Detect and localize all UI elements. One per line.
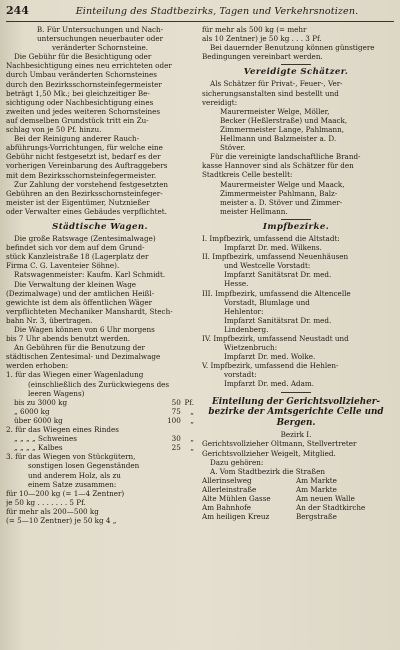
street-name: An der Stadtkirche xyxy=(296,503,366,513)
text-line: Bei dauernder Benutzung können günstigere xyxy=(210,43,375,53)
price-amount: 100 xyxy=(167,415,181,425)
fee-item-3 xyxy=(6,452,194,525)
text-line: Zur Zahlung der vorstehend festgesetzten xyxy=(14,179,169,189)
price-amount: 75 xyxy=(171,406,181,416)
impf-item: Hehlentor: xyxy=(224,306,264,316)
text-line: auf demselben Grundstück tritt ein Zu- xyxy=(6,115,149,125)
text-line: befindet sich vor dem auf dem Grund- xyxy=(6,243,145,253)
name-line: meister a. D. Stöver und Zimmer- xyxy=(220,197,343,207)
text-line: sichtigung oder Nachbesichtigung eines xyxy=(6,97,154,107)
street-name: Allerleinstraße xyxy=(202,484,257,494)
impf-item: und Westcelle Vorstadt: xyxy=(224,261,311,271)
street-name: Am heiligen Kreuz xyxy=(202,512,270,522)
price-label: „ „ „ „ Kalbes xyxy=(14,443,63,453)
name-line: Maurermeister Welge und Maack, xyxy=(220,179,345,189)
fee-paragraph-2 xyxy=(6,134,194,179)
schaetzer-text xyxy=(202,79,390,215)
street-table xyxy=(202,476,390,521)
text-line: Die Gebühr für die Besichtigung oder xyxy=(14,52,152,62)
text-line: 1. für das Wiegen einer Wagenladung xyxy=(6,370,144,380)
price-row xyxy=(6,416,194,425)
impf-item: vorstadt: xyxy=(224,370,257,380)
section-title-gerichtsvollzieher xyxy=(202,397,390,429)
street-name: Am Bahnhofe xyxy=(202,503,251,513)
text-line: Ratswagenmeister: Kaufm. Karl Schmidt. xyxy=(14,270,166,280)
price-amount: 25 xyxy=(171,443,181,453)
text-line: beträgt 1,50 Mk.; bei gleichzeitiger Be- xyxy=(6,88,150,98)
price-unit: Pf. xyxy=(184,397,194,407)
waagen-text xyxy=(6,234,194,370)
impf-doctor: Impfarzt Dr. med. Wilkens. xyxy=(224,243,322,253)
name-line: meister Hellmann. xyxy=(220,206,288,216)
street-name: Am neuen Walle xyxy=(296,494,355,503)
text-line: Gebühr nicht festgesetzt ist, bedarf es der xyxy=(6,152,161,162)
text-line: sicherungsanstalten sind bestellt und xyxy=(202,88,339,98)
street-name: Am Markte xyxy=(296,484,337,494)
running-title: Einteilung des Stadtbezirks, Tagen und Verkehrsnotizen. xyxy=(75,6,359,17)
text-line: (Dezimalwage) und der amtlichen Heißl- xyxy=(6,288,155,298)
impf-item: Vorstadt, Blumlage und xyxy=(224,297,310,307)
page-number: 244 xyxy=(6,4,29,17)
text-line: vereidigt: xyxy=(202,97,238,107)
bezirk-text xyxy=(202,439,390,475)
text-line: Gerichtsvollzieher Weigelt, Mitglied. xyxy=(202,448,336,458)
text-line: durch Umbau veränderten Schornsteines xyxy=(6,70,157,80)
impf-doctor: Hesse. xyxy=(224,279,249,289)
name-line: Becker (Heßlerstraße) und Maack, xyxy=(220,115,348,125)
text-line: A. Vom Stadtbezirk die Straßen xyxy=(210,466,325,476)
section-divider xyxy=(281,64,311,65)
price-table xyxy=(6,398,194,453)
text-line: Dazu gehören: xyxy=(210,457,264,467)
text-line: Die große Ratswage (Zentesimalwage) xyxy=(14,234,156,244)
text-line: (= 5—10 Zentner) je 50 kg 4 „ xyxy=(6,515,117,525)
page-header xyxy=(6,4,394,22)
text-line: für mehr als 500 kg (= mehr xyxy=(202,25,307,34)
text-line: vorherigen Vereinbarung des Auftraggebers xyxy=(6,161,168,171)
text-line: Bedingungen vereinbart werden. xyxy=(202,52,323,62)
price-label: bis zu 3000 kg xyxy=(14,397,68,407)
title-line: Bergen. xyxy=(276,417,316,428)
text-line: Gebühren an den Bezirksschornsteinfeger- xyxy=(6,188,163,198)
name-line: Maurermeister Welge, Möller, xyxy=(220,106,330,116)
price-amount: 50 xyxy=(171,397,181,407)
price-row xyxy=(6,443,194,452)
impf-doctor: Impfarzt Sanitätsrat Dr. med. xyxy=(224,270,332,280)
text-line: bis 7 Uhr abends benutzt werden. xyxy=(6,334,131,344)
text-line: schlag von je 50 Pf. hinzu. xyxy=(6,125,102,135)
fee-item-1 xyxy=(6,370,194,397)
price-unit: „ xyxy=(190,406,194,416)
title-line: Einteilung der Gerichtsvollzieher- xyxy=(212,396,380,407)
impf-doctor: Impfarzt Dr. med. Adam. xyxy=(224,379,314,389)
intro-line: untersuchungen neuerbauter oder xyxy=(36,34,164,44)
text-line: leeren Wagens) xyxy=(28,388,85,398)
text-line: kasse Hannover sind als Schätzer für den xyxy=(202,161,354,171)
price-amount: 30 xyxy=(171,434,181,444)
street-row xyxy=(202,512,390,521)
impf-doctor: Lindenberg. xyxy=(224,324,269,334)
impf-item: III. Impfbezirk, umfassend die Altencelle xyxy=(202,288,351,298)
section-divider xyxy=(281,219,311,220)
price-row xyxy=(6,425,194,434)
text-line: (einschließlich des Zurückwiegens des xyxy=(28,379,170,389)
price-row xyxy=(6,434,194,443)
text-line: An Gebühren für die Benutzung der xyxy=(14,343,145,353)
text-line: verpflichteten Mechaniker Manshardt, Stech- xyxy=(6,306,173,316)
fee-paragraph-1 xyxy=(6,52,194,134)
text-line: oder Verwalter eines Gebäudes verpflichtet. xyxy=(6,206,167,216)
text-line: sonstigen losen Gegenständen xyxy=(28,461,140,471)
impf-item: IV. Impfbezirk, umfassend Neustadt und xyxy=(202,334,349,343)
intro-line: B. Für Untersuchungen und Nach- xyxy=(36,25,164,34)
text-line: abführungs-Vorrichtungen, für welche eine xyxy=(6,143,163,153)
price-row xyxy=(6,398,194,407)
text-line: gewichte ist dem als öffentlichen Wäger xyxy=(6,297,153,307)
text-line: Die Verwaltung der kleinen Wage xyxy=(14,279,137,289)
left-column xyxy=(6,25,194,649)
intro-line: veränderter Schornsteine. xyxy=(51,43,149,53)
text-line: je 50 kg . . . . . . . 5 Pf. xyxy=(6,497,86,507)
street-name: Bergstraße xyxy=(296,512,337,522)
text-line: zweiten und jedes weiteren Schornsteines xyxy=(6,106,161,116)
text-line: als 10 Zentner) je 50 kg . . . 3 Pf. xyxy=(202,34,322,44)
text-line: Nachbesichtigung eines neu errichteten oder xyxy=(6,61,172,71)
street-name: Alte Mühlen Gasse xyxy=(202,494,271,503)
price-label: „ „ „ „ Schweines xyxy=(14,434,77,444)
name-line: Stöver. xyxy=(220,143,246,153)
section-divider xyxy=(85,219,115,220)
street-name: Am Markte xyxy=(296,475,337,485)
text-line: und anderem Holz, als zu xyxy=(28,470,121,480)
impf-item: Wietzenbruch: xyxy=(224,343,278,353)
impf-item: II. Impfbezirk, umfassend Neuenhäusen xyxy=(202,252,349,262)
impf-item: V. Impfbezirk, umfassend die Hehlen- xyxy=(202,361,339,371)
text-line: Für die vereinigte landschaftliche Brand- xyxy=(210,152,361,162)
text-line: für mehr als 200—500 kg xyxy=(6,506,99,516)
text-line: Firma C. G. Laventeier Söhne). xyxy=(6,261,120,271)
street-row xyxy=(202,494,390,503)
text-line: Stadtkreis Celle bestellt: xyxy=(202,170,293,180)
street-row xyxy=(202,503,390,512)
text-line: mit dem Bezirksschornsteinfegermeister. xyxy=(6,170,157,180)
text-line: einem Satze zusammen: xyxy=(28,479,117,489)
bezirk-heading: Bezirk I. xyxy=(280,430,312,440)
price-unit: „ xyxy=(190,415,194,425)
price-unit: „ xyxy=(190,434,194,444)
text-line: städtischen Zentesimal- und Dezimalwage xyxy=(6,352,161,362)
name-line: Zimmermeister Pahlmann, Balz- xyxy=(220,188,338,198)
section-title-schaetzer: Vereidigte Schätzer. xyxy=(243,67,349,78)
title-line: bezirke der Amtsgerichte Celle und xyxy=(208,407,384,418)
street-name: Allerinselweg xyxy=(202,475,252,485)
text-line: werden erhoben: xyxy=(6,361,69,371)
waagen-continuation xyxy=(202,25,390,61)
text-line: stück Kanzleistraße 18 (Lagerplatz der xyxy=(6,252,149,262)
right-column xyxy=(202,25,390,649)
street-row xyxy=(202,485,390,494)
intro-heading xyxy=(6,25,194,52)
price-label: 2. für das Wiegen eines Rindes xyxy=(6,425,119,435)
text-line: meister ist der Eigentümer, Nutznießer xyxy=(6,197,150,207)
text-line: durch den Bezirksschornsteinfegermeister xyxy=(6,79,162,89)
impf-doctor: Impfarzt Dr. med. Wolke. xyxy=(224,352,316,362)
text-line: 3. für das Wiegen von Stückgütern, xyxy=(6,452,136,462)
fee-paragraph-3 xyxy=(6,180,194,216)
section-divider xyxy=(281,392,311,393)
text-line: bahn Nr. 3, übertragen. xyxy=(6,315,93,325)
price-label: über 6000 kg xyxy=(14,415,63,425)
name-line: Zimmermeister Lange, Pahlmann, xyxy=(220,124,345,134)
price-unit: „ xyxy=(190,443,194,453)
text-line: Als Schätzer für Privat-, Feuer-, Ver- xyxy=(210,79,343,89)
section-title-waagen: Städtische Wagen. xyxy=(52,221,148,232)
text-line: Bei der Reinigung anderer Rauch- xyxy=(14,134,140,144)
section-title-impf: Impfbezirke. xyxy=(262,221,330,232)
text-line: Gerichtsvollzieher Oltmann, Stellvertreter xyxy=(202,439,357,449)
price-label: „ 6000 kg xyxy=(14,406,50,416)
name-line: Hellmann und Balzmeister a. D. xyxy=(220,134,337,144)
impf-item: I. Impfbezirk, umfassend die Altstadt: xyxy=(202,233,340,243)
impf-doctor: Impfarzt Sanitätsrat Dr. med. xyxy=(224,315,332,325)
impf-list xyxy=(202,234,390,389)
street-row xyxy=(202,476,390,485)
price-row xyxy=(6,407,194,416)
text-line: für 10—200 kg (= 1—4 Zentner) xyxy=(6,488,125,498)
text-line: Die Wagen können von 6 Uhr morgens xyxy=(14,325,155,334)
